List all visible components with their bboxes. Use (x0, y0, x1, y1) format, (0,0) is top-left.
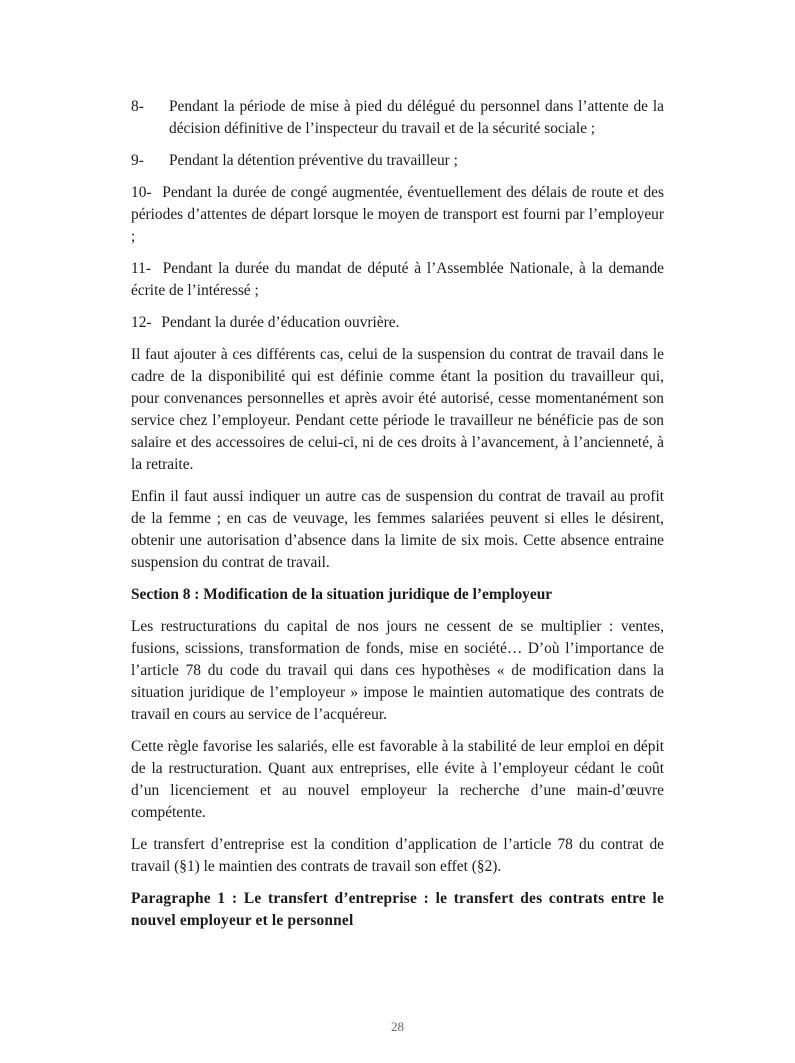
list-text: Pendant la durée d’éducation ouvrière. (161, 314, 400, 331)
list-item (131, 312, 664, 334)
paragraph-transfert: Le transfert d’entreprise est la condition d’application de l’article 78 du contrat de travail (§1) le maintien des contrats de travail son effet (§2). (131, 836, 664, 875)
list-number: 10- (131, 184, 152, 201)
list-number: 12- (131, 314, 152, 331)
document-page (131, 96, 664, 932)
paragraph-veuvage: Enfin il faut aussi indiquer un autre cas de suspension du contrat de travail au profit de la femme ; en cas de veuvage, les femmes salariées peuvent si elles le désirent, obtenir une autorisation d’absence dans la limite de six mois. Cette absence entraine suspension du contrat de travail. (131, 488, 664, 571)
list-number: 9- (131, 152, 144, 169)
list-text: Pendant la période de mise à pied du délégué du personnel dans l’attente de la décision définitive de l’inspecteur du travail et de la sécurité sociale ; (169, 98, 664, 137)
list-item (131, 258, 664, 302)
list-item (131, 182, 664, 248)
section-heading: Section 8 : Modification de la situation juridique de l’employeur (131, 586, 553, 603)
list-text: Pendant la durée de congé augmentée, éventuellement des délais de route et des périodes d’attentes de départ lorsque le moyen de transport est fourni par l’employeur ; (131, 184, 664, 245)
list-item (131, 96, 664, 140)
paragraph-restructurations: Les restructurations du capital de nos jours ne cessent de se multiplier : ventes, fusions, scissions, transformation de fonds, mise en société… D’où l’importance de l’article 78 du code du travail qui dans ces hypothèses « de modification dans la situation juridique de l’employeur » impose le maintien automatique des contrats de travail en cours au service de l’acquéreur. (131, 618, 664, 723)
list-number: 11- (131, 260, 151, 277)
list-text: Pendant la durée du mandat de député à l’Assemblée Nationale, à la demande écrite de l’intéressé ; (131, 260, 664, 299)
list-item (131, 150, 664, 172)
paragraph-disponibilite: Il faut ajouter à ces différents cas, celui de la suspension du contrat de travail dans le cadre de la disponibilité qui est définie comme étant la position du travailleur qui, pour convenances personnelles et après avoir été autorisé, cesse momentanément son service chez l’employeur. Pendant cette période le travailleur ne bénéficie pas de son salaire et des accessoires de celui-ci, ni de ces droits à l’avancement, à l’ancienneté, à la retraite. (131, 346, 664, 473)
paragraph-regle: Cette règle favorise les salariés, elle est favorable à la stabilité de leur emploi en dépit de la restructuration. Quant aux entreprises, elle évite à l’employeur cédant le coût d’un licenciement et au nouvel employeur la recherche d’une main-d’œuvre compétente. (131, 738, 664, 821)
list-text: Pendant la détention préventive du travailleur ; (169, 152, 458, 169)
list-number: 8- (131, 98, 144, 115)
page-number: 28 (391, 1019, 404, 1034)
paragraph-heading: Paragraphe 1 : Le transfert d’entreprise : le transfert des contrats entre le nouvel employeur et le personnel (131, 890, 664, 929)
